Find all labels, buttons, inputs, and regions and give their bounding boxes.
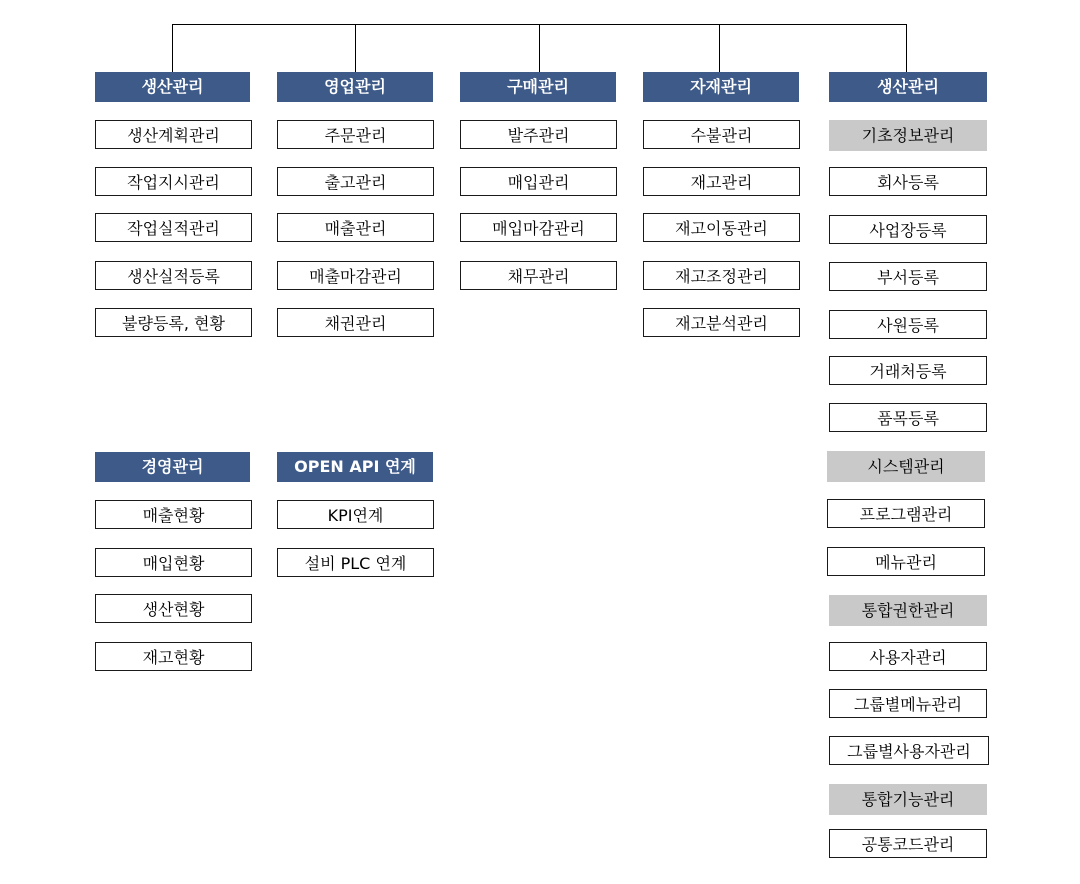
management-item: 재고현황: [95, 642, 252, 671]
sales-item: 매출관리: [277, 213, 434, 242]
group-integrated-auth: 통합권한관리: [829, 595, 987, 626]
base-info-item: 품목등록: [829, 403, 987, 432]
base-info-item: 사원등록: [829, 310, 987, 339]
purchase-header: 구매관리: [460, 72, 616, 102]
system-item: 프로그램관리: [827, 499, 985, 528]
sales-item: 매출마감관리: [277, 261, 434, 290]
open-api-item: KPI연계: [277, 500, 434, 529]
management-item: 매출현황: [95, 500, 252, 529]
production-header: 생산관리: [95, 72, 250, 102]
connector-line-4: [719, 24, 720, 72]
sales-item: 채권관리: [277, 308, 434, 337]
material-item: 재고관리: [643, 167, 800, 196]
open-api-header: OPEN API 연계: [277, 452, 433, 482]
integrated-auth-item: 그룹별사용자관리: [829, 736, 989, 765]
integrated-function-item: 공통코드관리: [829, 829, 987, 858]
connector-line-2: [355, 24, 356, 72]
integrated-auth-item: 그룹별메뉴관리: [829, 689, 987, 718]
sales-header: 영업관리: [277, 72, 433, 102]
group-integrated-function: 통합기능관리: [829, 784, 987, 815]
management-item: 생산현황: [95, 594, 252, 623]
purchase-item: 매입관리: [460, 167, 617, 196]
connector-line-1: [172, 24, 173, 72]
system-item: 메뉴관리: [827, 547, 985, 576]
material-item: 수불관리: [643, 120, 800, 149]
base-info-item: 부서등록: [829, 262, 987, 291]
base-info-item: 회사등록: [829, 167, 987, 196]
right-column-header: 생산관리: [829, 72, 987, 102]
production-item: 생산계획관리: [95, 120, 252, 149]
connector-line-3: [539, 24, 540, 72]
integrated-auth-item: 사용자관리: [829, 642, 987, 671]
sales-item: 주문관리: [277, 120, 434, 149]
base-info-item: 사업장등록: [829, 215, 987, 244]
material-item: 재고이동관리: [643, 213, 800, 242]
management-item: 매입현황: [95, 548, 252, 577]
purchase-item: 채무관리: [460, 261, 617, 290]
group-system: 시스템관리: [827, 451, 985, 482]
group-base-info: 기초정보관리: [829, 120, 987, 151]
production-item: 작업실적관리: [95, 213, 252, 242]
open-api-item: 설비 PLC 연계: [277, 548, 434, 577]
production-item: 생산실적등록: [95, 261, 252, 290]
sales-item: 출고관리: [277, 167, 434, 196]
purchase-item: 매입마감관리: [460, 213, 617, 242]
purchase-item: 발주관리: [460, 120, 617, 149]
management-header: 경영관리: [95, 452, 250, 482]
material-item: 재고조정관리: [643, 261, 800, 290]
production-item: 불량등록, 현황: [95, 308, 252, 337]
production-item: 작업지시관리: [95, 167, 252, 196]
base-info-item: 거래처등록: [829, 356, 987, 385]
material-item: 재고분석관리: [643, 308, 800, 337]
material-header: 자재관리: [643, 72, 799, 102]
connector-line-5: [906, 24, 907, 72]
